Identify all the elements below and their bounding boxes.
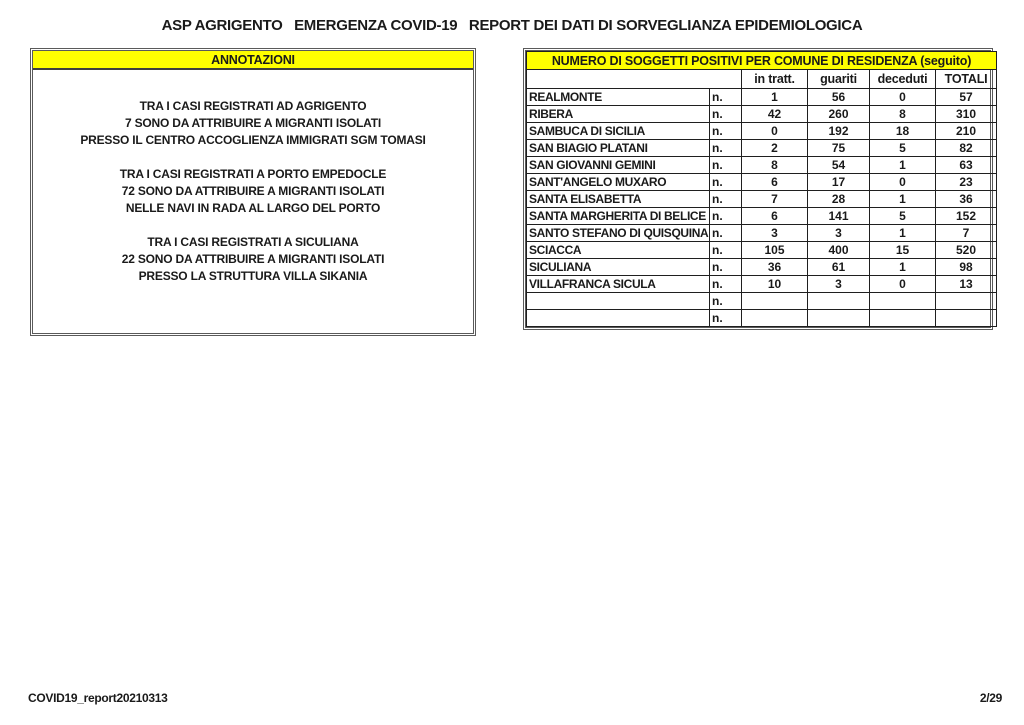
cell-guariti: 61	[808, 259, 870, 276]
cell-in-tratt: 6	[742, 208, 808, 225]
comuni-table-body	[527, 89, 997, 327]
annotation-line: TRA I CASI REGISTRATI AD AGRIGENTO	[139, 99, 367, 113]
cell-guariti: 56	[808, 89, 870, 106]
annotation-line: 22 SONO DA ATTRIBUIRE A MIGRANTI ISOLATI	[121, 252, 385, 266]
column-header-totali: TOTALI	[936, 70, 997, 89]
column-header-blank	[527, 70, 742, 89]
cell-unit: n.	[710, 89, 742, 106]
cell-guariti: 3	[808, 225, 870, 242]
footer-filename: COVID19_report20210313	[28, 691, 168, 705]
cell-unit: n.	[710, 293, 742, 310]
cell-comune: SAN BIAGIO PLATANI	[527, 140, 710, 157]
annotation-line: 7 SONO DA ATTRIBUIRE A MIGRANTI ISOLATI	[125, 116, 381, 130]
cell-totali: 36	[936, 191, 997, 208]
cell-deceduti: 1	[870, 225, 936, 242]
cell-in-tratt: 3	[742, 225, 808, 242]
cell-in-tratt: 42	[742, 106, 808, 123]
cell-unit: n.	[710, 242, 742, 259]
table-row	[527, 106, 997, 123]
page-title: ASP AGRIGENTO EMERGENZA COVID-19 REPORT DEI DATI DI SORVEGLIANZA EPIDEMIOLOGICA	[161, 17, 863, 34]
cell-comune: SANTO STEFANO DI QUISQUINA	[527, 225, 710, 242]
annotation-paragraph	[33, 234, 473, 285]
annotations-header: ANNOTAZIONI	[33, 51, 473, 70]
cell-in-tratt	[742, 293, 808, 310]
table-row	[527, 242, 997, 259]
cell-in-tratt: 2	[742, 140, 808, 157]
footer-page-number: 2/29	[979, 691, 1002, 705]
annotation-line: 72 SONO DA ATTRIBUIRE A MIGRANTI ISOLATI	[121, 184, 385, 198]
cell-unit: n.	[710, 157, 742, 174]
cell-guariti	[808, 293, 870, 310]
cell-unit: n.	[710, 276, 742, 293]
cell-in-tratt: 7	[742, 191, 808, 208]
table-row	[527, 140, 997, 157]
cell-unit: n.	[710, 259, 742, 276]
cell-in-tratt: 105	[742, 242, 808, 259]
cell-deceduti: 5	[870, 140, 936, 157]
cell-unit: n.	[710, 140, 742, 157]
cell-comune: SAMBUCA DI SICILIA	[527, 123, 710, 140]
cell-unit: n.	[710, 225, 742, 242]
cell-comune: SANTA MARGHERITA DI BELICE	[527, 208, 710, 225]
cell-totali: 57	[936, 89, 997, 106]
cell-totali: 13	[936, 276, 997, 293]
cell-guariti: 3	[808, 276, 870, 293]
cell-comune	[527, 310, 710, 327]
cell-guariti: 141	[808, 208, 870, 225]
cell-deceduti	[870, 293, 936, 310]
table-row	[527, 89, 997, 106]
cell-comune: REALMONTE	[527, 89, 710, 106]
table-row	[527, 208, 997, 225]
annotation-line: NELLE NAVI IN RADA AL LARGO DEL PORTO	[125, 201, 381, 215]
cell-deceduti: 8	[870, 106, 936, 123]
cell-in-tratt: 8	[742, 157, 808, 174]
cell-totali: 63	[936, 157, 997, 174]
comuni-table	[526, 51, 997, 327]
cell-totali: 210	[936, 123, 997, 140]
table-row	[527, 157, 997, 174]
cell-guariti: 260	[808, 106, 870, 123]
annotation-line: PRESSO IL CENTRO ACCOGLIENZA IMMIGRATI SGM TOMASI	[80, 133, 426, 147]
cell-totali: 152	[936, 208, 997, 225]
annotations-body	[33, 70, 473, 285]
cell-guariti: 75	[808, 140, 870, 157]
cell-totali: 7	[936, 225, 997, 242]
cell-guariti: 54	[808, 157, 870, 174]
table-row	[527, 259, 997, 276]
cell-in-tratt: 6	[742, 174, 808, 191]
cell-deceduti: 1	[870, 157, 936, 174]
table-row	[527, 174, 997, 191]
cell-guariti	[808, 310, 870, 327]
table-row	[527, 123, 997, 140]
cell-unit: n.	[710, 123, 742, 140]
table-row	[527, 191, 997, 208]
cell-deceduti: 1	[870, 259, 936, 276]
cell-comune	[527, 293, 710, 310]
cell-deceduti: 1	[870, 191, 936, 208]
table-title: NUMERO DI SOGGETTI POSITIVI PER COMUNE DI RESIDENZA (seguito)	[527, 52, 997, 70]
cell-unit: n.	[710, 208, 742, 225]
column-header-in-tratt: in tratt.	[742, 70, 808, 89]
cell-totali	[936, 310, 997, 327]
cell-comune: SAN GIOVANNI GEMINI	[527, 157, 710, 174]
cell-totali: 23	[936, 174, 997, 191]
table-row	[527, 276, 997, 293]
cell-comune: SICULIANA	[527, 259, 710, 276]
comuni-table-box	[523, 48, 993, 330]
cell-deceduti: 0	[870, 174, 936, 191]
cell-in-tratt: 36	[742, 259, 808, 276]
annotation-paragraph	[33, 166, 473, 217]
cell-totali: 520	[936, 242, 997, 259]
table-column-header-row	[527, 70, 997, 89]
cell-guariti: 400	[808, 242, 870, 259]
cell-deceduti: 0	[870, 276, 936, 293]
cell-comune: VILLAFRANCA SICULA	[527, 276, 710, 293]
cell-totali: 98	[936, 259, 997, 276]
cell-unit: n.	[710, 310, 742, 327]
cell-unit: n.	[710, 174, 742, 191]
annotation-paragraph	[33, 98, 473, 149]
cell-deceduti: 18	[870, 123, 936, 140]
cell-unit: n.	[710, 106, 742, 123]
table-title-row	[527, 52, 997, 70]
annotation-line: TRA I CASI REGISTRATI A PORTO EMPEDOCLE	[119, 167, 387, 181]
cell-in-tratt: 10	[742, 276, 808, 293]
column-header-deceduti: deceduti	[870, 70, 936, 89]
cell-in-tratt: 1	[742, 89, 808, 106]
cell-deceduti	[870, 310, 936, 327]
annotation-line: TRA I CASI REGISTRATI A SICULIANA	[147, 235, 359, 249]
table-row	[527, 310, 997, 327]
cell-comune: RIBERA	[527, 106, 710, 123]
cell-in-tratt: 0	[742, 123, 808, 140]
cell-totali: 310	[936, 106, 997, 123]
cell-totali: 82	[936, 140, 997, 157]
cell-deceduti: 15	[870, 242, 936, 259]
cell-guariti: 17	[808, 174, 870, 191]
cell-comune: SCIACCA	[527, 242, 710, 259]
cell-comune: SANT'ANGELO MUXARO	[527, 174, 710, 191]
cell-guariti: 192	[808, 123, 870, 140]
cell-comune: SANTA ELISABETTA	[527, 191, 710, 208]
annotation-line: PRESSO LA STRUTTURA VILLA SIKANIA	[138, 269, 368, 283]
cell-deceduti: 0	[870, 89, 936, 106]
cell-unit: n.	[710, 191, 742, 208]
table-row	[527, 293, 997, 310]
annotations-box	[30, 48, 476, 336]
cell-deceduti: 5	[870, 208, 936, 225]
cell-totali	[936, 293, 997, 310]
cell-guariti: 28	[808, 191, 870, 208]
column-header-guariti: guariti	[808, 70, 870, 89]
cell-in-tratt	[742, 310, 808, 327]
table-row	[527, 225, 997, 242]
